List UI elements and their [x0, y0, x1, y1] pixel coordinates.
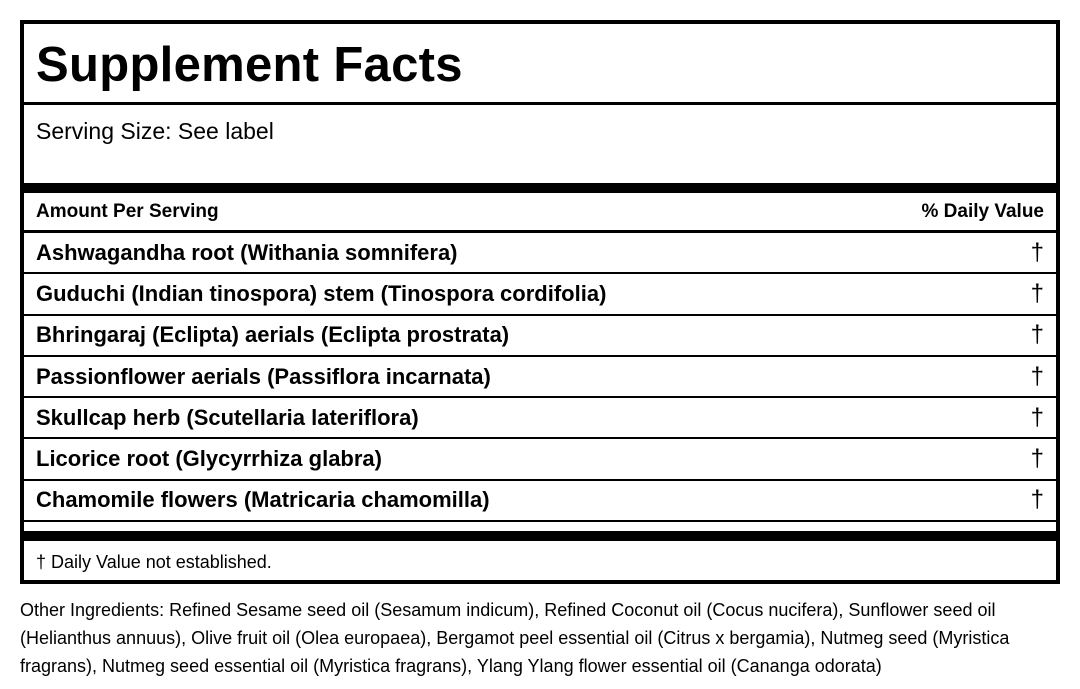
ingredient-row: [24, 233, 1056, 274]
ingredient-name: Ashwagandha root (Withania somnifera): [36, 239, 458, 265]
panel-title: Supplement Facts: [24, 24, 1056, 105]
amount-per-serving-header: Amount Per Serving: [36, 200, 219, 222]
ingredient-row: [24, 481, 1056, 522]
footnote: † Daily Value not established.: [36, 552, 272, 572]
ingredient-name: Bhringaraj (Eclipta) aerials (Eclipta prostrata): [36, 322, 510, 348]
ingredient-name: Guduchi (Indian tinospora) stem (Tinospora cordifolia): [36, 280, 607, 306]
ingredient-row: [24, 357, 1056, 398]
daily-value-cell: †: [1030, 321, 1044, 349]
other-ingredients: Other Ingredients: Refined Sesame seed oil (Sesamum indicum), Refined Coconut oil (Cocus nucifera), Sunflower seed oil (Helianthus annuus), Olive fruit oil (Olea europaea), Bergamot peel essential oil (Citrus x bergamia), Nutmeg seed (Myristica fragrans), Nutmeg seed essential oil (Myristica fragrans), Ylang Ylang flower essential oil (Cananga odorata): [20, 600, 1010, 676]
ingredient-row: [24, 316, 1056, 357]
thick-divider-bottom: [24, 531, 1056, 541]
daily-value-cell: †: [1030, 279, 1044, 307]
daily-value-cell: †: [1030, 238, 1044, 266]
ingredient-name: Passionflower aerials (Passiflora incarnata): [36, 363, 491, 389]
daily-value-cell: †: [1030, 486, 1044, 514]
ingredient-list: [24, 233, 1056, 522]
ingredient-row: [24, 398, 1056, 439]
ingredient-name: Chamomile flowers (Matricaria chamomilla): [36, 487, 490, 513]
daily-value-cell: †: [1030, 403, 1044, 431]
ingredient-row: [24, 439, 1056, 480]
thick-divider: [24, 183, 1056, 193]
daily-value-cell: †: [1030, 445, 1044, 473]
ingredient-row: [24, 274, 1056, 315]
column-header-row: [24, 193, 1056, 233]
ingredient-name: Licorice root (Glycyrrhiza glabra): [36, 446, 382, 472]
daily-value-cell: †: [1030, 362, 1044, 390]
daily-value-header: % Daily Value: [921, 200, 1044, 222]
ingredient-name: Skullcap herb (Scutellaria lateriflora): [36, 404, 419, 430]
serving-size: Serving Size: See label: [36, 118, 274, 144]
supplement-facts-panel: [20, 20, 1060, 584]
